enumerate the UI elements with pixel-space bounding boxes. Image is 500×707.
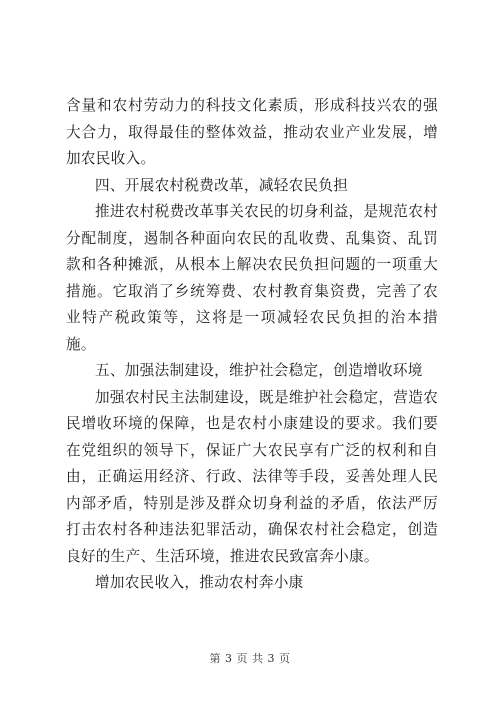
document-body — [66, 93, 438, 597]
section-heading-4: 四、开展农村税费改革，减轻农民负担 — [95, 176, 349, 194]
page-number-footer: 第 3 页 共 3 页 — [209, 652, 291, 665]
paragraph-tax-reform: 推进农村税费改革事关农民的切身利益，是规范农村分配制度，遏制各种面向农民的乱收费、乱集资、乱罚款和各种摊派，从根本上解决农民负担问题的一项重大措施。它取消了乡统筹费、农村教育集资费，完善了农业特产税政策等，这将是一项减轻农民负担的治本措施。 — [66, 203, 438, 353]
paragraph-continuation: 含量和农村劳动力的科技文化素质，形成科技兴农的强大合力，取得最佳的整体效益，推动农业产业发展，增加农民收入。 — [66, 97, 438, 167]
section-heading-5: 五、加强法制建设，维护社会稳定，创造增收环境 — [95, 362, 423, 379]
paragraph-legal-construction: 加强农村民主法制建设，既是维护社会稳定，营造农民增收环境的保障，也是农村小康建设的要求。我们要在党组织的领导下，保证广大农民享有广泛的权利和自由，正确运用经济、行政、法律等手段，妥善处理人民内部矛盾，特别是涉及群众切身利益的矛盾，依法严厉打击农村各种违法犯罪活动，确保农村社会稳定，创造良好的生产、生活环境，推进农民致富奔小康。 — [66, 388, 438, 565]
closing-title: 增加农民收入，推动农村奔小康 — [95, 574, 304, 591]
